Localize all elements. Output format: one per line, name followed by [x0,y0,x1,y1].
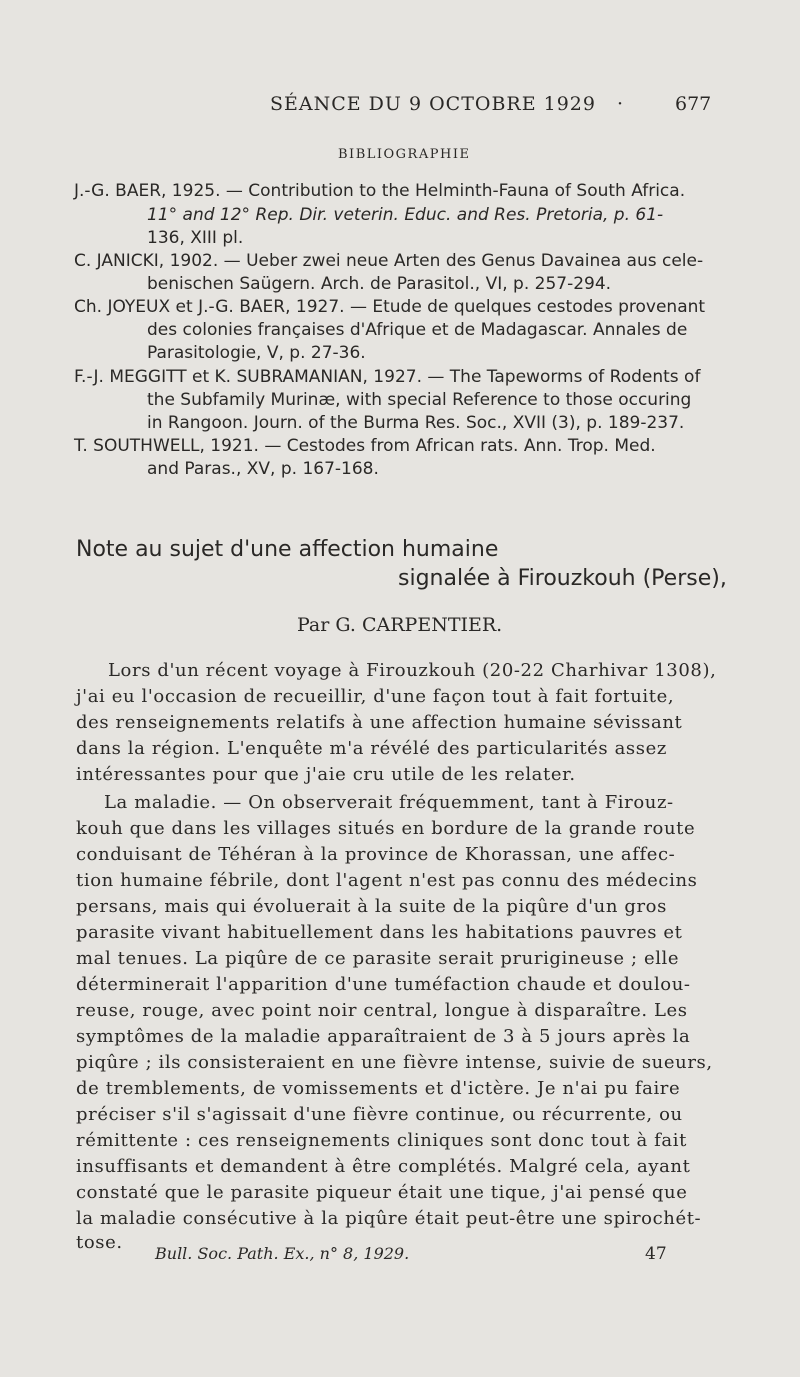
footer-sheet-number: 47 [645,1244,667,1264]
body-line: rémittente : ces renseignements cliniques sont donc tout à fait [76,1130,687,1151]
body-line: reuse, rouge, avec point noir central, longue à disparaître. Les [76,1000,688,1021]
body-line: symptômes de la maladie apparaîtraient de 3 à 5 jours après la [76,1026,691,1047]
body-line: conduisant de Téhéran à la province de Khorassan, une affec- [76,844,676,865]
bibliography-heading: BIBLIOGRAPHIE [338,147,471,162]
bibliography-line: the Subfamily Murinæ, with special Reference to those occuring [147,390,692,410]
article-author [297,614,502,636]
bibliography-line: 136, XIII pl. [147,228,244,248]
bibliography-line: C. JANICKI, 1902. — Ueber zwei neue Arten des Genus Davainea aus cele- [74,251,704,271]
body-line: intéressantes pour que j'aie cru utile de les relater. [76,764,576,785]
bibliography-line: benischen Saügern. Arch. de Parasitol., VI, p. 257-294. [147,274,612,294]
body-line: insuffisants et demandent à être complétés. Malgré cela, ayant [76,1156,691,1177]
author-prefix: Par [297,614,330,636]
body-line: tion humaine fébrile, dont l'agent n'est pas connu des médecins [76,870,698,891]
body-line: de tremblements, de vomissements et d'ictère. Je n'ai pu faire [76,1078,681,1099]
bibliography-line: in Rangoon. Journ. of the Burma Res. Soc., XVII (3), p. 189-237. [147,413,685,433]
footer-citation: Bull. Soc. Path. Ex., n° 8, 1929. [155,1244,410,1263]
bibliography-line: Ch. JOYEUX et J.-G. BAER, 1927. — Etude de quelques cestodes provenant [74,297,706,317]
bibliography-line: F.-J. MEGGITT et K. SUBRAMANIAN, 1927. — The Tapeworms of Rodents of [74,367,701,387]
body-line: kouh que dans les villages situés en bordure de la grande route [76,818,696,839]
body-line: mal tenues. La piqûre de ce parasite serait prurigineuse ; elle [76,948,680,969]
bibliography-line: J.-G. BAER, 1925. — Contribution to the Helminth-Fauna of South Africa. [74,181,686,201]
bibliography-line: 11° and 12° Rep. Dir. veterin. Educ. and Res. Pretoria, p. 61- [147,205,664,225]
running-header-title: SÉANCE DU 9 OCTOBRE 1929 [270,93,596,115]
body-line: La maladie. — On observerait fréquemment, tant à Firouz- [104,792,674,813]
body-line: la maladie consécutive à la piqûre était peut-être une spirochét- [76,1208,702,1229]
body-line: préciser s'il s'agissait d'une fièvre continue, ou récurrente, ou [76,1104,683,1125]
body-line: des renseignements relatifs à une affection humaine sévissant [76,712,683,733]
article-title-line-1: Note au sujet d'une affection humaine [76,537,499,562]
article-title-line-2: signalée à Firouzkouh (Perse), [398,566,727,591]
body-line: piqûre ; ils consisteraient en une fièvre intense, suivie de sueurs, [76,1052,713,1073]
body-line: Lors d'un récent voyage à Firouzkouh (20-22 Charhivar 1308), [108,660,717,681]
bibliography-line: des colonies françaises d'Afrique et de Madagascar. Annales de [147,320,688,340]
running-header-separator: · [617,93,624,115]
body-line: parasite vivant habituellement dans les habitations pauvres et [76,922,683,943]
page-number: 677 [675,93,712,115]
body-line: dans la région. L'enquête m'a révélé des particularités assez [76,738,667,759]
body-line: j'ai eu l'occasion de recueillir, d'une façon tout à fait fortuite, [76,686,675,707]
bibliography-line: and Paras., XV, p. 167-168. [147,459,379,479]
bibliography-line: T. SOUTHWELL, 1921. — Cestodes from African rats. Ann. Trop. Med. [74,436,656,456]
body-line: tose. [76,1232,123,1253]
body-line: constaté que le parasite piqueur était une tique, j'ai pensé que [76,1182,688,1203]
bibliography-line: Parasitologie, V, p. 27-36. [147,343,366,363]
body-line: persans, mais qui évoluerait à la suite de la piqûre d'un gros [76,896,667,917]
body-line: déterminerait l'apparition d'une tuméfaction chaude et doulou- [76,974,691,995]
author-name: G. CARPENTIER. [335,614,503,636]
